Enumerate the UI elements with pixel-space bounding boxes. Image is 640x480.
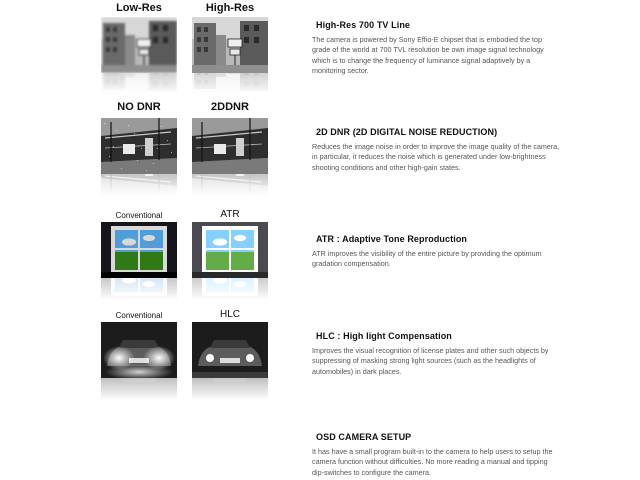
atr-image — [192, 222, 268, 278]
no-dnr-label: NO DNR — [117, 101, 161, 113]
conventional-atr-label: Conventional — [115, 211, 163, 220]
conventional-hlc-image — [101, 322, 177, 378]
feature-title: HLC : High light Compensation — [316, 331, 452, 341]
hlc-label: HLC — [219, 309, 240, 320]
low-res-image — [101, 17, 177, 73]
feature-osd-setup — [312, 432, 560, 478]
feature-high-res — [312, 20, 560, 77]
2ddnr-label: 2DDNR — [211, 101, 249, 113]
feature-title: OSD CAMERA SETUP — [316, 432, 412, 442]
feature-title: 2D DNR (2D DIGITAL NOISE REDUCTION) — [316, 127, 498, 137]
feature-atr — [312, 234, 560, 270]
high-res-image — [192, 17, 268, 73]
feature-description: ATR improves the visibility of the entire picture by providing the optimum gradation compensation. — [312, 249, 542, 269]
conventional-atr-image — [101, 222, 177, 278]
feature-description: It has have a small program built-in to the camera to help users to setup the camera function without difficulties. No more reading a manual and tipping dip-switches to configure the camera. — [312, 447, 553, 477]
no-dnr-image — [101, 118, 177, 174]
low-res-label: Low-Res — [116, 2, 162, 14]
2ddnr-image — [192, 118, 268, 174]
conventional-hlc-label: Conventional — [115, 311, 163, 320]
atr-label: ATR — [220, 209, 240, 220]
high-res-label: High-Res — [205, 2, 255, 14]
feature-title: ATR : Adaptive Tone Reproduction — [316, 234, 468, 244]
feature-title: High-Res 700 TV Line — [316, 20, 411, 30]
feature-description: The camera is powered by Sony Effio-E chipset that is embodied the top grade of the world at 700 TVL resolution be own image signal technology which is to change the frequency of luminance signal adaptively by a monitoring sector. — [312, 35, 544, 76]
hlc-image — [192, 322, 268, 378]
feature-hlc — [312, 331, 560, 377]
feature-description: Improves the visual recognition of license plates and other such objects by suppressing of masking strong light sources (such as the headlights of automobiles) in dark places. — [312, 346, 549, 376]
feature-2d-dnr — [312, 127, 560, 173]
feature-description: Reduces the image noise in order to improve the image quality of the camera, in particular, it reduces the noise which is generated under low-brightness shooting conditions and other high-gain states. — [312, 142, 560, 172]
